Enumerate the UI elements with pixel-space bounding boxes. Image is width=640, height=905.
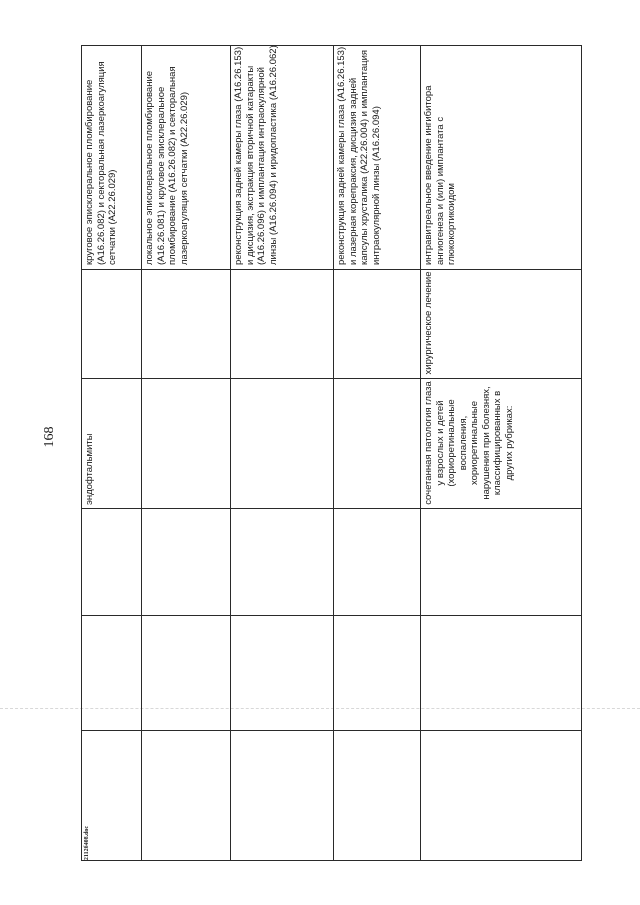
table-cell-method: круговое эписклеральное пломбирование (A16.26.082) и секторальная лазеркоагуляция сетчатки (A22.26.029) (84, 61, 118, 265)
table-cell-patient-model: сочетанная патология глаза у взрослых и детей (хориоретинальные воспаления, хориоретинальные нарушения при болезнях, классифицированных в других рубриках: (423, 381, 515, 505)
table-cell-method: реконструкция задней камеры глаза (A16.26.153) и лазерная корепраксия, дисцизия задней капсулы хрусталика (A22.26.004) и имплантация интраокулярной линзы (A16.26.094) (336, 46, 382, 265)
table-border-bottom (81, 860, 582, 861)
table-row-divider (333, 45, 334, 861)
table-border-line (81, 615, 582, 616)
table-row-divider (420, 45, 421, 861)
table-cell-method: интравитреальное введение ингибитора ангиогенеза и (или) имплантата с глюкокортикоидом (423, 85, 457, 265)
table-cell-method: локальное эписклеральное пломбирование (A16.26.081) и круговое эписклеральное пломбирование (A16.26.082) и секторальная лазеркоагуляция сетчатки (A22.26.029) (144, 66, 190, 265)
page-number: 168 (42, 426, 57, 448)
table-border-line (81, 269, 582, 270)
table-cell-method: реконструкция задней камеры глаза (A16.26.153) и дисцизия, экстракция вторичной катаракты (A16.26.096) и имплантация интраокулярной линзы (A16.26.094) и иридопластика (A16.26.062) (233, 45, 279, 265)
table-border-line (81, 730, 582, 731)
table-border-right (581, 45, 582, 861)
table-border-left (81, 45, 82, 861)
table-cell-treatment-type: хирургическое лечение (423, 271, 434, 375)
table-row-divider (230, 45, 231, 861)
table-cell-patient-model-header: эндофтальмиты (84, 433, 95, 505)
document-code: 2112б408.doc (84, 825, 90, 861)
table-row-divider (141, 45, 142, 861)
table-border-line (81, 508, 582, 509)
table-border-line (81, 378, 582, 379)
